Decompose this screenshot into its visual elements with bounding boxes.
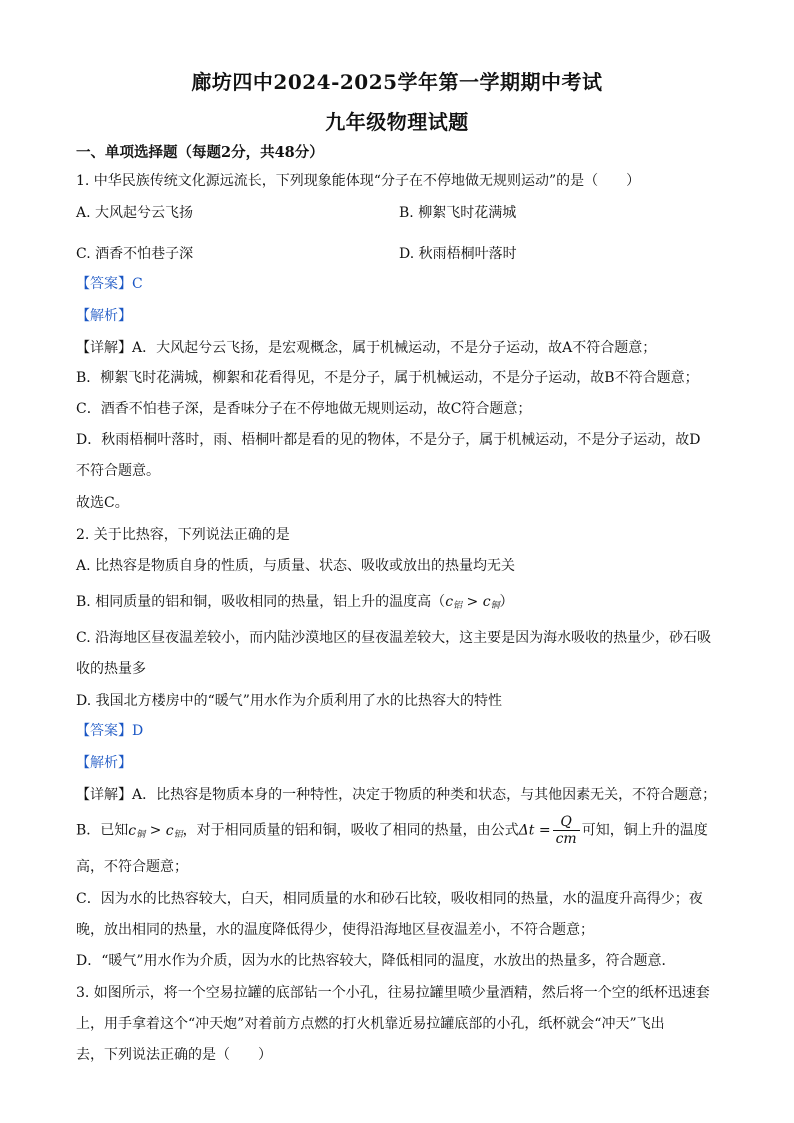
c-al-symbol: $c_铝$: [165, 822, 183, 840]
q2-option-a: A. 比热容是物质自身的性质，与质量、状态、吸收或放出的热量均无关: [76, 558, 516, 574]
delta-t-symbol: Δt =: [518, 822, 551, 839]
q1-option-a: A. 大风起兮云飞扬: [76, 205, 194, 221]
q1-explain-d: D．秋雨梧桐叶落时，雨、梧桐叶都是看的见的物体，不是分子，属于机械运动，不是分子运动，故D: [76, 432, 701, 448]
q1-option-c: C. 酒香不怕巷子深: [76, 246, 194, 262]
q2-stem: 2. 关于比热容，下列说法正确的是: [76, 527, 290, 543]
c-al-symbol: $c_铝$: [445, 594, 463, 611]
q2-option-c: C. 沿海地区昼夜温差较小，而内陆沙漠地区的昼夜温差较大，这主要是因为海水吸收的热量少，砂石吸: [76, 630, 712, 646]
q2-explain-b-mid: ，对于相同质量的铝和铜，吸收了相同的热量，由公式: [182, 822, 519, 839]
c-cu-symbol: $c_铜$: [128, 822, 146, 840]
q2-explain-b-cont: 高，不符合题意；: [76, 859, 188, 875]
q1-explain-b: B．柳絮飞时花满城，柳絮和花看得见，不是分子，属于机械运动，不是分子运动，故B不符合题意；: [76, 370, 699, 386]
q1-answer: 【答案】C: [76, 276, 143, 292]
q2-option-c-cont: 收的热量多: [76, 661, 146, 677]
q3-stem-line2: 上，用手拿着这个“冲天炮”对着前方点燃的打火机靠近易拉罐底部的小孔，纸杯就会“冲天”飞出: [76, 1016, 665, 1032]
q2-explain-b-pre: B．已知: [76, 822, 129, 839]
c-cu-symbol: $c_铜$: [482, 594, 500, 611]
q1-option-b: B. 柳絮飞时花满城: [399, 205, 517, 221]
q2-explain-b: [76, 814, 724, 850]
q1-option-d: D. 秋雨梧桐叶落时: [399, 246, 517, 262]
q2-explain-d: D．“暖气”用水作为介质，因为水的比热容较大，降低相同的温度，水放出的热量多，符合题意．: [76, 953, 676, 969]
section-heading: 一、单项选择题（每题2分，共48分）: [76, 144, 324, 161]
q1-conclusion: 故选C。: [76, 495, 129, 511]
q2-option-b-text: B. 相同质量的铝和铜，吸收相同的热量，铝上升的温度高（: [76, 594, 446, 610]
exam-title: 廊坊四中2024-2025学年第一学期期中考试: [191, 70, 603, 94]
q1-stem: 1. 中华民族传统文化源远流长，下列现象能体现“分子在不停地做无规则运动”的是（ ）: [76, 173, 641, 189]
q2-explain-c-cont: 晚，放出相同的热量，水的温度降低得少，使得沿海地区昼夜温差小，不符合题意；: [76, 922, 594, 938]
exam-subtitle: 九年级物理试题: [325, 110, 469, 134]
greater-than-sign: >: [145, 822, 166, 839]
greater-than-sign: >: [462, 594, 483, 610]
q1-analysis-label: 【解析】: [76, 308, 132, 324]
q2-option-b-close: ）: [499, 594, 514, 610]
q3-stem-line3: 去，下列说法正确的是（ ）: [76, 1047, 272, 1063]
q2-answer: 【答案】D: [76, 723, 144, 739]
q1-explain-c: C．酒香不怕巷子深，是香味分子在不停地做无规则运动，故C符合题意；: [76, 401, 532, 417]
q2-explain-b-post: 可知，铜上升的温度: [581, 822, 708, 839]
fraction-numerator: Q: [553, 814, 580, 831]
fraction-denominator: cm: [555, 831, 577, 847]
q1-explain-d-cont: 不符合题意。: [76, 463, 160, 479]
q2-option-b: [76, 592, 724, 616]
q2-option-d: D. 我国北方楼房中的“暖气”用水作为介质利用了水的比热容大的特性: [76, 693, 502, 709]
q2-explain-c: C．因为水的比热容较大，白天，相同质量的水和砂石比较，吸收相同的热量，水的温度升高得少；夜: [76, 891, 703, 907]
heat-formula-fraction: [553, 814, 580, 847]
q2-analysis-label: 【解析】: [76, 755, 132, 771]
q3-stem-line1: 3. 如图所示，将一个空易拉罐的底部钻一个小孔，往易拉罐里喷少量酒精，然后将一个空的纸杯迅速套: [76, 985, 710, 1001]
q1-explain-a: 【详解】A．大风起兮云飞扬，是宏观概念，属于机械运动，不是分子运动，故A不符合题意；: [76, 340, 657, 356]
q2-explain-a: 【详解】A．比热容是物质本身的一种特性，决定于物质的种类和状态，与其他因素无关，不符合题意；: [76, 787, 717, 803]
